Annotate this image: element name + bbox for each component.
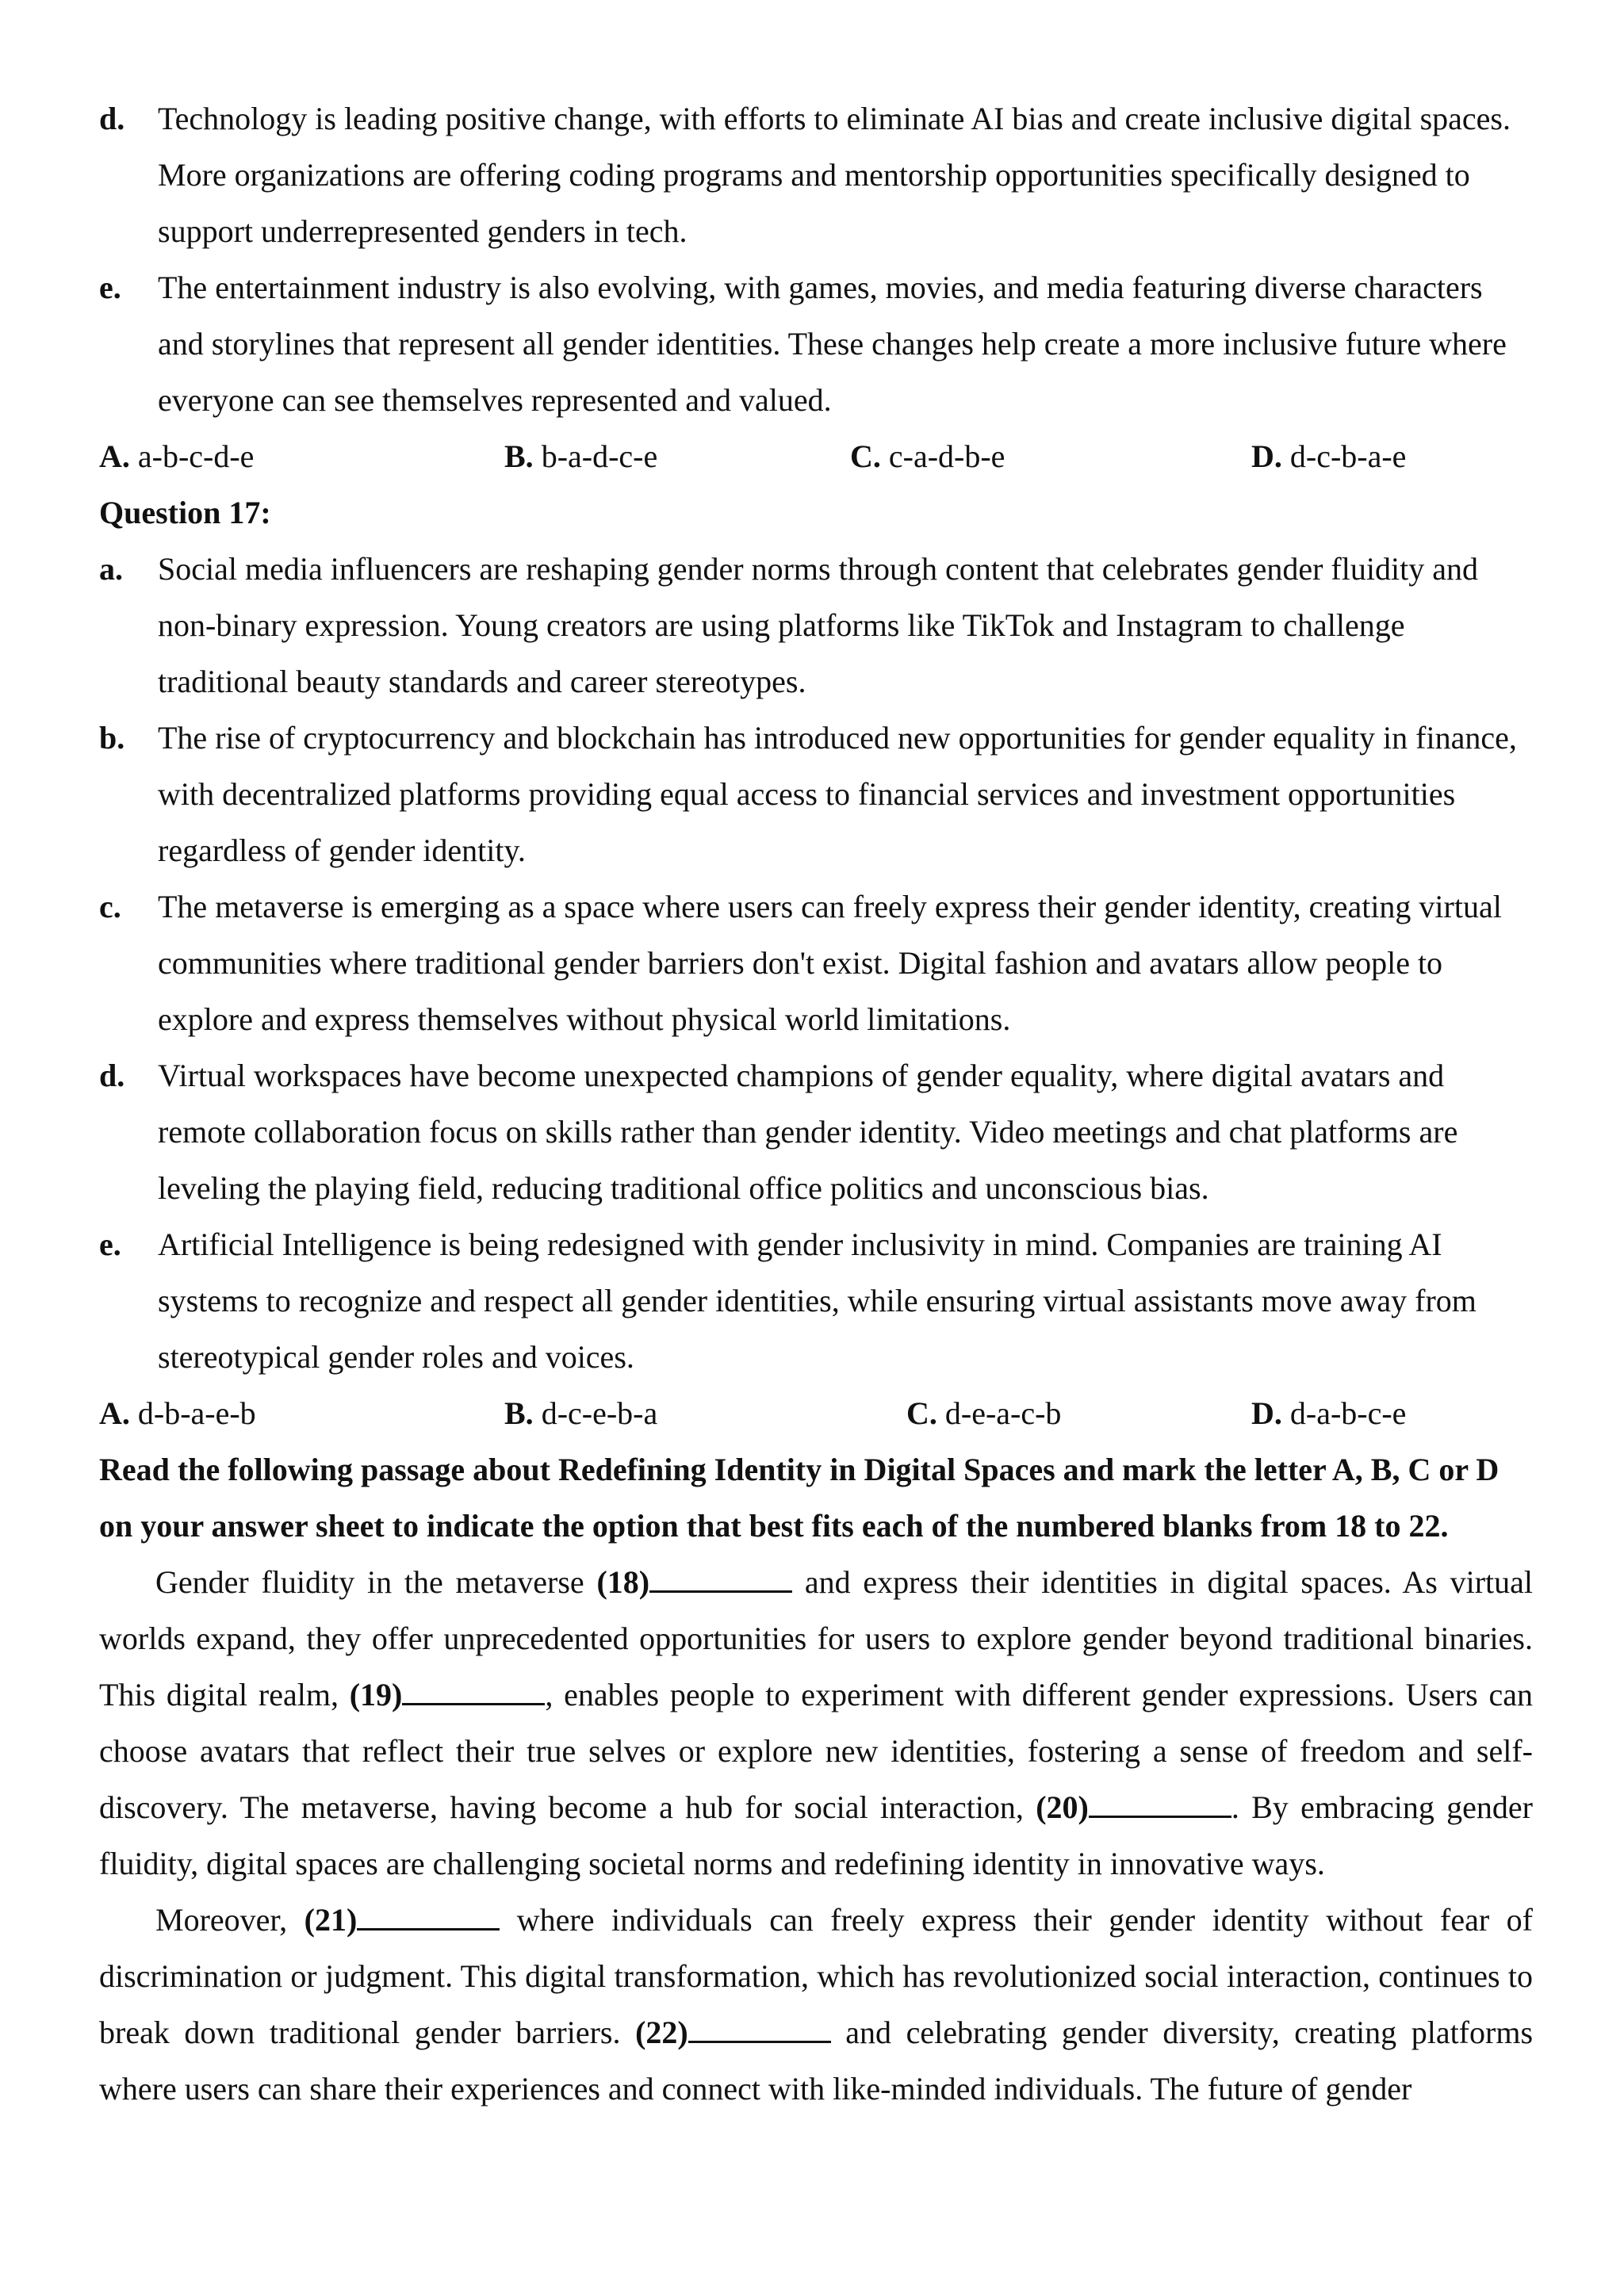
q17-option-d[interactable] bbox=[1251, 1385, 1406, 1441]
q16-option-d[interactable] bbox=[1251, 428, 1406, 484]
q17-option-a[interactable] bbox=[99, 1385, 256, 1441]
blank-20[interactable] bbox=[1089, 1787, 1231, 1818]
option-value: c-a-d-b-e bbox=[888, 438, 1005, 474]
q17-item-e bbox=[99, 1216, 1533, 1385]
item-letter: e. bbox=[99, 270, 121, 305]
option-label: C. bbox=[906, 1395, 937, 1431]
passage-text: and celebrating gender diversity, creating platforms where users can share their experiences and connect with like-minded individuals. The future of gender bbox=[99, 2015, 1534, 2107]
q17-item-c bbox=[99, 878, 1533, 1047]
option-label: B. bbox=[504, 438, 534, 474]
option-label: D. bbox=[1251, 438, 1282, 474]
q16-item-d bbox=[99, 90, 1533, 259]
item-text: The rise of cryptocurrency and blockchain has introduced new opportunities for gender equality in finance, with decentralized platforms providing equal access to financial services and investment opportunities regardless of gender identity. bbox=[158, 720, 1517, 868]
option-label: A. bbox=[99, 438, 130, 474]
passage-text: , enables people to experiment with different gender expressions. Users can choose avatars that reflect their true selves or explore new identities, fostering a sense of freedom and self-discovery. The metaverse, having become a hub for social interaction, bbox=[99, 1677, 1533, 1825]
page-content bbox=[99, 90, 1533, 2117]
question-17-heading: Question 17: bbox=[99, 495, 271, 530]
q17-item-d bbox=[99, 1047, 1533, 1216]
option-label: A. bbox=[99, 1395, 130, 1431]
item-text: The entertainment industry is also evolving, with games, movies, and media featuring diverse characters and storylines that represent all gender identities. These changes help create a more inclusive future where everyone can see themselves represented and valued. bbox=[158, 270, 1507, 418]
item-text: Technology is leading positive change, with efforts to eliminate AI bias and create inclusive digital spaces. More organizations are offering coding programs and mentorship opportunities specifically designed to support underrepresented genders in tech. bbox=[158, 101, 1511, 249]
item-letter: e. bbox=[99, 1226, 121, 1262]
passage-paragraph-1 bbox=[99, 1554, 1533, 1892]
option-value: d-c-b-a-e bbox=[1289, 438, 1407, 474]
blank-19[interactable] bbox=[402, 1674, 545, 1705]
blank-21-number: (21) bbox=[304, 1902, 358, 1938]
passage-text: Moreover, bbox=[155, 1902, 304, 1938]
item-letter: b. bbox=[99, 720, 125, 756]
blank-21[interactable] bbox=[357, 1900, 500, 1931]
q17-item-b bbox=[99, 710, 1533, 878]
blank-20-number: (20) bbox=[1036, 1789, 1089, 1825]
item-letter: a. bbox=[99, 551, 123, 587]
q17-option-b[interactable] bbox=[504, 1385, 657, 1441]
q16-item-e bbox=[99, 259, 1533, 428]
passage-text: . By embracing gender fluidity, digital spaces are challenging societal norms and redefining identity in innovative ways. bbox=[99, 1789, 1533, 1881]
q17-option-c[interactable] bbox=[906, 1385, 1061, 1441]
item-text: Social media influencers are reshaping gender norms through content that celebrates gender fluidity and non-binary expression. Young creators are using platforms like TikTok and Instagram to challenge traditional beauty standards and career stereotypes. bbox=[158, 551, 1478, 699]
q17-item-a bbox=[99, 541, 1533, 710]
item-text: Artificial Intelligence is being redesigned with gender inclusivity in mind. Companies are training AI systems to recognize and respect all gender identities, while ensuring virtual assistants move away from stereotypical gender roles and voices. bbox=[158, 1226, 1477, 1375]
item-text: The metaverse is emerging as a space where users can freely express their gender identity, creating virtual communities where traditional gender barriers don't exist. Digital fashion and avatars allow people to explore and express themselves without physical world limitations. bbox=[158, 889, 1502, 1037]
passage-text: Gender fluidity in the metaverse bbox=[155, 1564, 597, 1600]
blank-19-number: (19) bbox=[349, 1677, 403, 1712]
option-value: d-c-e-b-a bbox=[541, 1395, 658, 1431]
option-label: D. bbox=[1251, 1395, 1282, 1431]
option-value: d-b-a-e-b bbox=[137, 1395, 256, 1431]
item-text: Virtual workspaces have become unexpected champions of gender equality, where digital avatars and remote collaboration focus on skills rather than gender identity. Video meetings and chat platforms are leveling the playing field, reducing traditional office politics and unconscious bias. bbox=[158, 1058, 1458, 1206]
passage-instruction: Read the following passage about Redefining Identity in Digital Spaces and mark the letter A, B, C or D on your answer sheet to indicate the option that best fits each of the numbered blanks from 18 to 22. bbox=[99, 1452, 1500, 1544]
item-letter: d. bbox=[99, 1058, 125, 1093]
q16-option-c[interactable] bbox=[850, 428, 1005, 484]
blank-18-number: (18) bbox=[596, 1564, 650, 1600]
option-label: B. bbox=[504, 1395, 534, 1431]
option-value: d-e-a-c-b bbox=[944, 1395, 1062, 1431]
passage-paragraph-2 bbox=[99, 1892, 1533, 2117]
q16-option-a[interactable] bbox=[99, 428, 254, 484]
passage-text: and express their identities in digital spaces. As virtual worlds expand, they offer unprecedented opportunities for users to explore gender beyond traditional binaries. This digital realm, bbox=[99, 1564, 1533, 1712]
blank-22[interactable] bbox=[688, 2012, 831, 2043]
q17-options bbox=[99, 1385, 1533, 1441]
option-label: C. bbox=[850, 438, 881, 474]
passage-text: where individuals can freely express their gender identity without fear of discrimination or judgment. This digital transformation, which has revolutionized social interaction, continues to break down traditional gender barriers. bbox=[99, 1902, 1534, 2050]
q16-options bbox=[99, 428, 1533, 484]
blank-18[interactable] bbox=[649, 1562, 792, 1593]
blank-22-number: (22) bbox=[635, 2015, 688, 2050]
option-value: b-a-d-c-e bbox=[541, 438, 658, 474]
option-value: d-a-b-c-e bbox=[1289, 1395, 1407, 1431]
option-value: a-b-c-d-e bbox=[137, 438, 255, 474]
item-letter: c. bbox=[99, 889, 121, 924]
item-letter: d. bbox=[99, 101, 125, 136]
q16-option-b[interactable] bbox=[504, 428, 657, 484]
